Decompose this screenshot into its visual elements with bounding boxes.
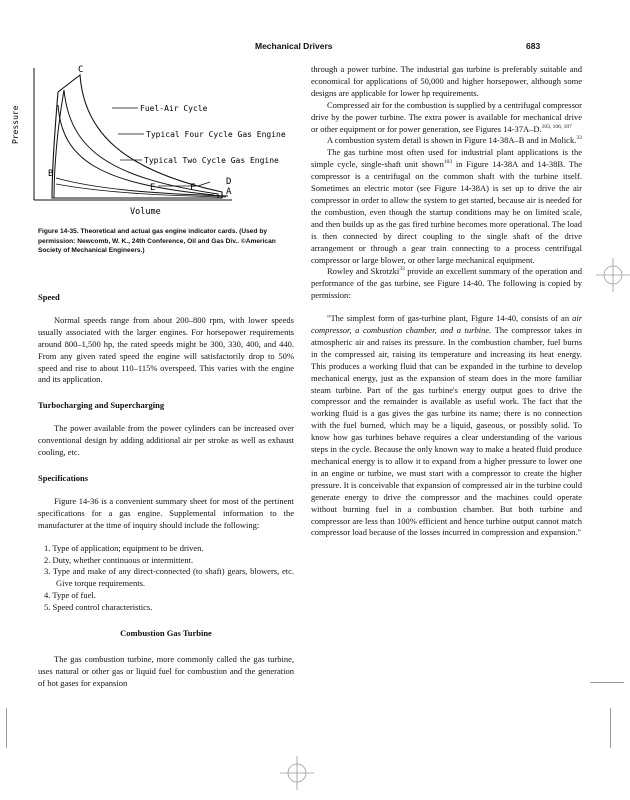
page-number: 683	[526, 41, 541, 51]
reference-superscript: 103	[443, 159, 453, 166]
section-heading-specifications: Specifications	[38, 472, 89, 483]
registration-mark-right	[596, 258, 630, 292]
simple-cycle-text-a: The gas turbine most often used for industrial plant applications is the simple cycle, single-shaft unit shown	[311, 147, 582, 170]
inquiry-list	[38, 543, 294, 614]
crop-mark	[6, 708, 7, 748]
left-column	[38, 292, 294, 690]
figure-caption: Figure 14-35. Theoretical and actual gas engine indicator cards. (Used by permission: Newcomb, W. K., 24th Conference, Oil and Gas Div.. ©American Society of Mechanical Engineers.)	[38, 228, 276, 255]
curve-label-four-cycle: Typical Four Cycle Gas Engine	[146, 130, 286, 139]
point-label-c: C	[78, 65, 84, 75]
section-heading-turbocharging: Turbocharging and Supercharging	[38, 400, 165, 411]
list-item: 5. Speed control characteristics.	[44, 602, 153, 613]
paragraph-simple-cycle	[311, 147, 582, 266]
right-column	[311, 64, 582, 539]
rowley-text-b: provide an excellent summary of the operation and performance of the gas turbine, see Figure 14-40. The following is copied by permission:	[311, 266, 583, 301]
list-item: 2. Duty, whether continuous or intermittent.	[44, 554, 194, 565]
list-item: 3. Type and make of any direct-connected (to shaft) gears, blowers, etc. Give torque requirements.	[44, 566, 294, 589]
quote-open: "The simplest form of gas-turbine plant, Figure 14-40, consists of an	[327, 313, 573, 324]
point-label-f: F	[190, 183, 196, 193]
paragraph-speed: Normal speeds range from about 200–800 rpm, with lower speeds usually associated with the larger engines. For horsepower requirements around 800–1,500 hp, the rated speeds might be 300, 330, 400, and 440. From any given rated speed the engine will satisfactorily drop to 50% speed and rise to about 110–115% overspeed. This varies with the engine and its application.	[38, 314, 294, 385]
curve-label-fuel-air: Fuel-Air Cycle	[140, 104, 208, 113]
list-item: 1. Type of application; equipment to be driven.	[44, 542, 204, 553]
section-heading-speed: Speed	[38, 292, 60, 302]
paragraph-combustion-gas-turbine: The gas combustion turbine, more commonly called the gas turbine, uses natural or other gas or liquid fuel for combustion and the generation of hot gases for expansion	[38, 653, 294, 688]
block-quote	[311, 313, 582, 539]
reference-superscript: 103, 106, 107	[541, 123, 572, 130]
registration-mark-bottom	[280, 756, 314, 790]
running-header-title: Mechanical Drivers	[255, 41, 333, 51]
curve-label-two-cycle: Typical Two Cycle Gas Engine	[144, 156, 279, 165]
simple-cycle-text-b: in Figure 14-38A and 14-38B. The compressor is a centrifugal on the common shaft with the turbine itself. Sometimes an electric motor (see Figure 14-38A) is set up to drive the air compressor in order to allow the system to get started, because air is needed for the combustion, even though the startup conditions may be on limited scale, and then builds up as the gas fired turbine becomes more operational. The load is then connected by direct coupling to the single shaft of the drive arrangement or through a gear train connecting to a process centrifugal compressor or large blower, or other large mechanical equipment.	[311, 159, 583, 265]
crop-mark	[590, 682, 624, 683]
paragraph-turbocharging: The power available from the power cylinders can be increased over conventional design by adding additional air per stroke as well as exhaust cooling, etc.	[38, 423, 294, 458]
point-label-a: A	[226, 187, 232, 197]
paragraph-compressed-air	[311, 100, 582, 136]
rowley-text-a: Rowley and Skrotzki	[327, 266, 400, 277]
two-cycle-curve	[58, 105, 214, 195]
reference-superscript: 33	[399, 266, 405, 273]
compressed-air-text: Compressed air for the combustion is supplied by a centrifugal compressor drive by the power turbine. The extra power is available for mechanical drive or other equipment or for power generation, see Figures 14-37A–D.	[311, 99, 582, 134]
indicator-card-figure	[0, 60, 290, 220]
y-axis-label: Pressure	[11, 105, 20, 144]
point-label-e: E	[150, 183, 156, 193]
x-axis-label: Volume	[130, 207, 161, 217]
combustion-detail-text: A combustion system detail is shown in Figure 14-38A–B and in Molick.	[327, 135, 577, 146]
paragraph-power-turbine: through a power turbine. The industrial gas turbine is preferably suitable and economical for applications of 50,000 and higher horsepower, although some designs are applicable for lower hp requirements.	[311, 64, 582, 98]
quote-rest: The compressor takes in atmospheric air and raises its pressure. In the combustion chamber, fuel burns in the compressed air, raising its temperature and increasing its heat energy. This produces a working fluid that can be expanded in the turbine to develop mechanical energy, just as the expansion of steam does in the more familiar steam turbine. Part of the gas turbine's energy output goes to drive the compressor and the remainder is available as useful work. The fact that the working fluid is a gas gives the gas turbine its name; there is no connection with the fuel burned, which may be a liquid, gaseous, or possibly solid. To know how gas turbines behave requires a clear understanding of the various steps in the cycle. Because the only known way to make a heated fluid produce mechanical energy is to allow it to expand from a higher pressure to lower one in an engine or turbine, we must start with a compressor to create the higher pressure. It is conceivable that expansion of compressed air in the turbine could generate energy to drive the compressor and the machines could operate without burning fuel in a combustion chamber. But both turbine and compressor are less than 100% efficient and hence turbine output cannot match compressor load because of the losses incurred in compression and expansion."	[311, 325, 582, 538]
paragraph-rowley	[311, 266, 582, 302]
crop-mark	[610, 708, 611, 748]
paragraph-specifications: Figure 14-36 is a convenient summary sheet for most of the pertinent specifications for a gas engine. Supplemental information to the manufacturer at the time of inquiry should include the following:	[38, 495, 294, 530]
paragraph-combustion-detail	[311, 135, 582, 147]
section-heading-combustion-gas-turbine: Combustion Gas Turbine	[120, 628, 212, 639]
point-label-b: B	[48, 169, 54, 179]
f-arrow	[198, 182, 210, 186]
quote-italic: air compressor, a combustion chamber, and a turbine.	[311, 313, 582, 336]
list-item: 4. Type of fuel.	[44, 590, 96, 601]
point-label-d: D	[226, 177, 232, 187]
reference-superscript: 33	[576, 135, 582, 142]
